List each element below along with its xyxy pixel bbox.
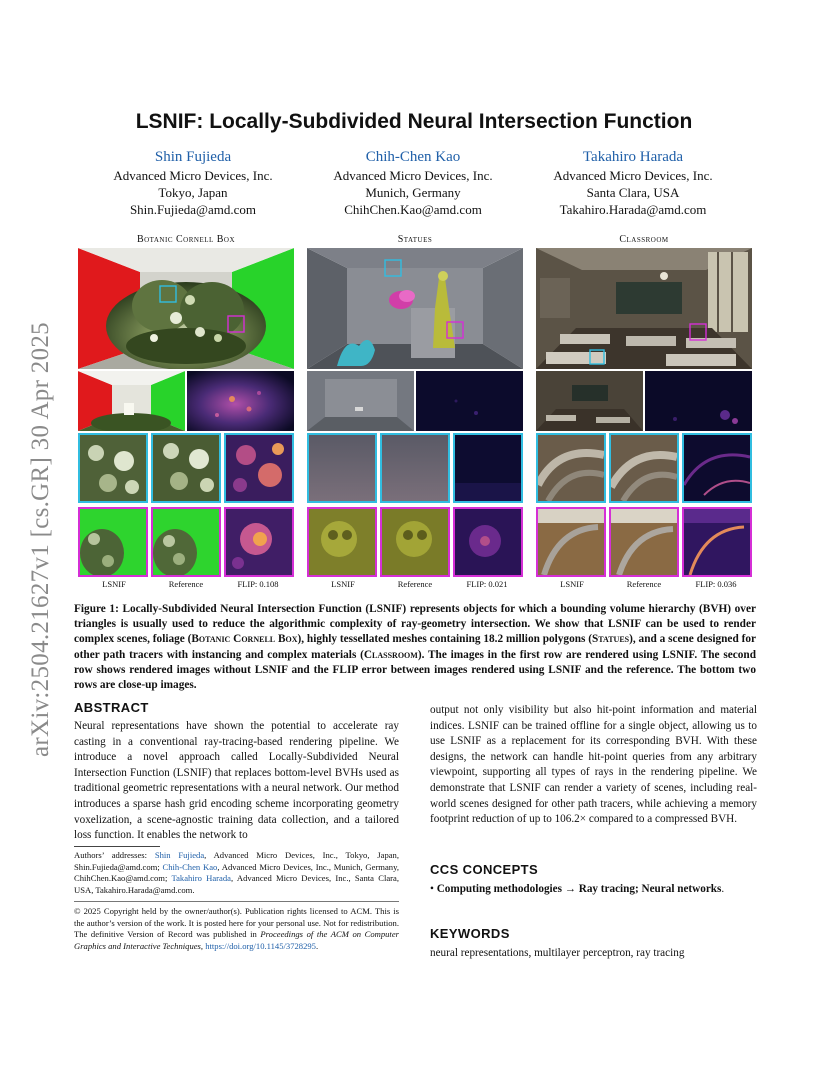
crop-botanic-magenta-lsnif [78, 507, 148, 577]
arxiv-stamp [14, 285, 62, 755]
footnote-prefix: Authors’ addresses: [74, 850, 155, 860]
render-classroom-reference [536, 371, 643, 431]
statues-crops-cyan [307, 433, 523, 503]
caption-scene-classroom: Classroom [363, 648, 418, 661]
caption-scene-statues: Statues [592, 633, 630, 646]
author-2 [308, 148, 518, 218]
footnote-text-1: , Advanced Micro Devices, Inc., Tokyo, Japan, Shin.Fujieda@amd.com; [74, 850, 400, 872]
crop-statues-cyan-flip [453, 433, 523, 503]
copyright-rule [74, 901, 399, 902]
author-1-email: Shin.Fujieda@amd.com [129, 202, 257, 217]
keywords-text: neural representations, multilayer perceptron, ray tracing [430, 947, 685, 959]
crop-statues-magenta-lsnif [307, 507, 377, 577]
author-2-affiliation: Advanced Micro Devices, Inc. [333, 168, 493, 183]
render-statues-reference [307, 371, 414, 431]
figure-column-classroom [536, 234, 752, 589]
footnote-author-3-link[interactable]: Takahiro Harada [171, 873, 231, 884]
footnote-author-1-link[interactable]: Shin Fujieda [154, 850, 205, 860]
ccs-heading: CCS CONCEPTS [430, 862, 539, 877]
crop-botanic-magenta-reference [151, 507, 221, 577]
abstract-left-column: Neural representations have shown the potential to accelerate ray casting in a conventional ray-tracing-based rendering pipeline. We introduce a novel approach called Locally-Subdivided Neural Intersection Function (LSNIF) that replaces bottom-level BVHs used as traditional geometric representations with a neural network. Our method introduces a sparse hash grid encoding scheme incorporating geometry voxelization, a scene-agnostic training data collection, and a tailored loss function. It enables the network to [74, 720, 399, 842]
author-3-affiliation: Advanced Micro Devices, Inc. [553, 168, 713, 183]
crop-classroom-magenta-flip [682, 507, 752, 577]
label-reference-classroom: Reference [626, 579, 662, 589]
statues-crops-magenta [307, 507, 523, 577]
authors-addresses-footnote [74, 850, 399, 896]
label-flip-statues: FLIP: 0.021 [466, 579, 508, 589]
crop-statues-cyan-lsnif [307, 433, 377, 503]
caption-part-1: Figure 1: Locally-Subdivided Neural Intersection Function (LSNIF) represents objects for which a bounding volume hierarchy (BVH) over triangles is usually used to reduce the algorithmic complexity of ray-geometry intersection. We show that LSNIF can be used to render complex scenes, foliage ( [74, 603, 756, 646]
doi-link[interactable]: https://doi.org/10.1145/3728295 [205, 940, 316, 951]
figure-column-botanic [78, 234, 294, 589]
render-classroom-lsnif [536, 248, 752, 369]
label-flip-classroom: FLIP: 0.036 [695, 579, 737, 589]
author-block [88, 148, 738, 218]
author-1-affiliation: Advanced Micro Devices, Inc. [113, 168, 273, 183]
flip-map-classroom [645, 371, 752, 431]
render-botanic-lsnif [78, 248, 294, 369]
figure-caption [74, 602, 756, 693]
render-botanic-reference [78, 371, 185, 431]
label-flip-botanic: FLIP: 0.108 [237, 579, 279, 589]
footnote-text-2: , Advanced Micro Devices, Inc., Munich, Germany, ChihChen.Kao@amd.com; [74, 861, 399, 884]
column-label-classroom: Classroom [619, 234, 669, 245]
footnote-text-3: , Advanced Micro Devices, Inc., Santa Clara, USA, Takahiro.Harada@amd.com. [74, 873, 399, 895]
footnote-rule [74, 846, 160, 847]
crop-statues-magenta-flip [453, 507, 523, 577]
crop-classroom-cyan-flip [682, 433, 752, 503]
ccs-bullet: • [430, 883, 437, 895]
crop-statues-magenta-reference [380, 507, 450, 577]
crop-classroom-cyan-reference [609, 433, 679, 503]
copyright-notice [74, 906, 399, 952]
label-lsnif-botanic: LSNIF [102, 579, 126, 589]
footnote-author-2-link[interactable]: Chih-Chen Kao [162, 861, 218, 872]
author-3-name[interactable]: Takahiro Harada [582, 149, 684, 165]
crop-botanic-cyan-flip [224, 433, 294, 503]
copyright-venue: Proceedings of the ACM on Computer Graphics and Interactive Techniques [74, 929, 399, 951]
statues-row2 [307, 371, 523, 431]
copyright-text: © 2025 Copyright held by the owner/author(s). Publication rights licensed to ACM. This is the author’s version of the work. It is posted here for your personal use. Not for redistribution. The definitive Version of Record was published in [74, 906, 399, 940]
author-2-location: Munich, Germany [365, 185, 461, 200]
label-reference-statues: Reference [397, 579, 433, 589]
caption-part-2: ), highly tessellated meshes containing 18.2 million polygons ( [297, 633, 593, 646]
ccs-end: . [721, 883, 725, 895]
author-3-location: Santa Clara, USA [586, 185, 680, 200]
caption-part-3: ), and a scene designed for other path tracers with instancing and complex materials ( [74, 633, 756, 661]
figure-column-statues [307, 234, 523, 589]
author-1 [88, 148, 298, 218]
keywords-heading: KEYWORDS [430, 926, 510, 941]
author-2-email: ChihChen.Kao@amd.com [344, 202, 482, 217]
classroom-row2 [536, 371, 752, 431]
caption-scene-botanic: Botanic Cornell Box [191, 633, 298, 646]
paper-title: LSNIF: Locally-Subdivided Neural Intersection Function [135, 110, 693, 133]
copyright-end: . [315, 940, 319, 951]
label-lsnif-classroom: LSNIF [560, 579, 584, 589]
crop-botanic-cyan-reference [151, 433, 221, 503]
caption-part-4: ). The images in the first row are rendered using LSNIF. The second row shows rendered images without LSNIF and the FLIP error between images rendered using LSNIF and the reference. The bottom two rows are close-up images. [74, 648, 756, 692]
flip-map-botanic [187, 371, 294, 431]
render-statues-lsnif [307, 248, 523, 369]
author-1-location: Tokyo, Japan [158, 185, 228, 200]
author-2-name[interactable]: Chih-Chen Kao [365, 149, 461, 165]
copyright-sep: , [200, 940, 206, 951]
author-3 [528, 148, 738, 218]
botanic-crops-magenta [78, 507, 294, 577]
crop-classroom-cyan-lsnif [536, 433, 606, 503]
label-lsnif-statues: LSNIF [331, 579, 355, 589]
classroom-crops-cyan [536, 433, 752, 503]
classroom-crops-magenta [536, 507, 752, 577]
abstract-right-column: output not only visibility but also hit-point information and material indices. LSNIF can be trained offline for a single object, allowing us to use LSNIF as a replacement for its corresponding BVH. With these designs, the network can handle hit-point queries from any arbitrary viewpoint, supporting all types of rays in the rendering pipeline. We demonstrate that LSNIF can render a variety of scenes, including real-world scenes designed for other path tracers, while achieving a memory footprint reduction of up to 106.2× compared to a compressed BVH. [430, 704, 757, 826]
arxiv-stamp-text: arXiv:2504.21627v1 [cs.GR] 30 Apr 2025 [27, 322, 54, 757]
column-label-botanic: Botanic Cornell Box [136, 234, 236, 245]
ccs-concepts-text: Computing methodologies → Ray tracing; Neural networks [436, 883, 722, 895]
ccs-concepts [430, 882, 760, 897]
crop-classroom-magenta-lsnif [536, 507, 606, 577]
botanic-crops-cyan [78, 433, 294, 503]
crop-classroom-magenta-reference [609, 507, 679, 577]
crop-statues-cyan-reference [380, 433, 450, 503]
column-label-statues: Statues [397, 234, 433, 245]
crop-botanic-magenta-flip [224, 507, 294, 577]
label-reference-botanic: Reference [168, 579, 204, 589]
author-1-name[interactable]: Shin Fujieda [154, 149, 232, 165]
author-3-email: Takahiro.Harada@amd.com [559, 202, 707, 217]
flip-map-statues [416, 371, 523, 431]
abstract-heading: ABSTRACT [74, 700, 149, 715]
botanic-row2 [78, 371, 294, 431]
crop-botanic-cyan-lsnif [78, 433, 148, 503]
